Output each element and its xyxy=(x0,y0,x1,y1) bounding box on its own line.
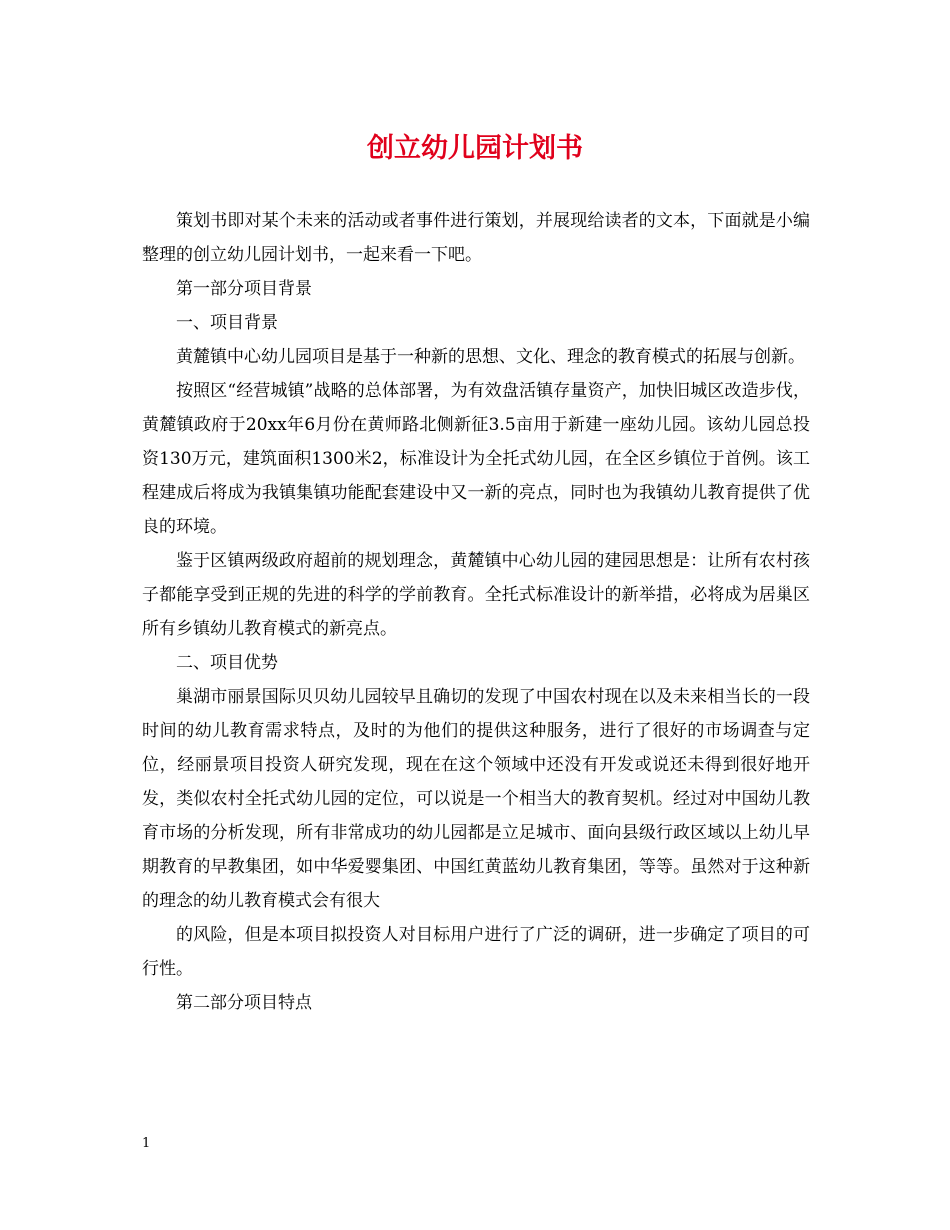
paragraph-intro: 策划书即对某个未来的活动或者事件进行策划，并展现给读者的文本，下面就是小编整理的创立幼儿园计划书，一起来看一下吧。 xyxy=(142,211,810,265)
paragraph-background-1: 黄麓镇中心幼儿园项目是基于一种新的思想、文化、理念的教育模式的拓展与创新。 xyxy=(176,347,805,367)
subheading-project-background: 一、项目背景 xyxy=(176,313,278,333)
page-number: 1 xyxy=(142,1136,151,1151)
subheading-project-advantages: 二、项目优势 xyxy=(176,653,278,673)
paragraph-background-2: 按照区“经营城镇”战略的总体部署，为有效盘活镇存量资产，加快旧城区改造步伐，黄麓镇政府于20xx年6月份在黄师路北侧新征3.5亩用于新建一座幼儿园。该幼儿园总投资130万元，建筑面积1300米2，标准设计为全托式幼儿园，在全区乡镇位于首例。该工程建成后将成为我镇集镇功能配套建设中又一新的亮点，同时也为我镇幼儿教育提供了优良的环境。 xyxy=(142,381,810,537)
paragraph-advantages-2: 的风险，但是本项目拟投资人对目标用户进行了广泛的调研，进一步确定了项目的可行性。 xyxy=(142,925,810,979)
paragraph-background-3: 鉴于区镇两级政府超前的规划理念，黄麓镇中心幼儿园的建园思想是：让所有农村孩子都能享受到正规的先进的科学的学前教育。全托式标准设计的新举措，必将成为居巢区所有乡镇幼儿教育模式的新亮点。 xyxy=(142,551,810,639)
paragraph-advantages-1: 巢湖市丽景国际贝贝幼儿园较早且确切的发现了中国农村现在以及未来相当长的一段时间的幼儿教育需求特点，及时的为他们的提供这种服务，进行了很好的市场调查与定位，经丽景项目投资人研究发现，现在在这个领域中还没有开发或说还未得到很好地开发，类似农村全托式幼儿园的定位，可以说是一个相当大的教育契机。经过对中国幼儿教育市场的分析发现，所有非常成功的幼儿园都是立足城市、面向县级行政区域以上幼儿早期教育的早教集团，如中华爱婴集团、中国红黄蓝幼儿教育集团，等等。虽然对于这种新的理念的幼儿教育模式会有很大 xyxy=(142,687,810,911)
document-body xyxy=(142,204,810,1020)
document-title: 创立幼儿园计划书 xyxy=(367,133,583,164)
section-heading-part-two: 第二部分项目特点 xyxy=(176,993,312,1013)
section-heading-part-one: 第一部分项目背景 xyxy=(176,279,312,299)
